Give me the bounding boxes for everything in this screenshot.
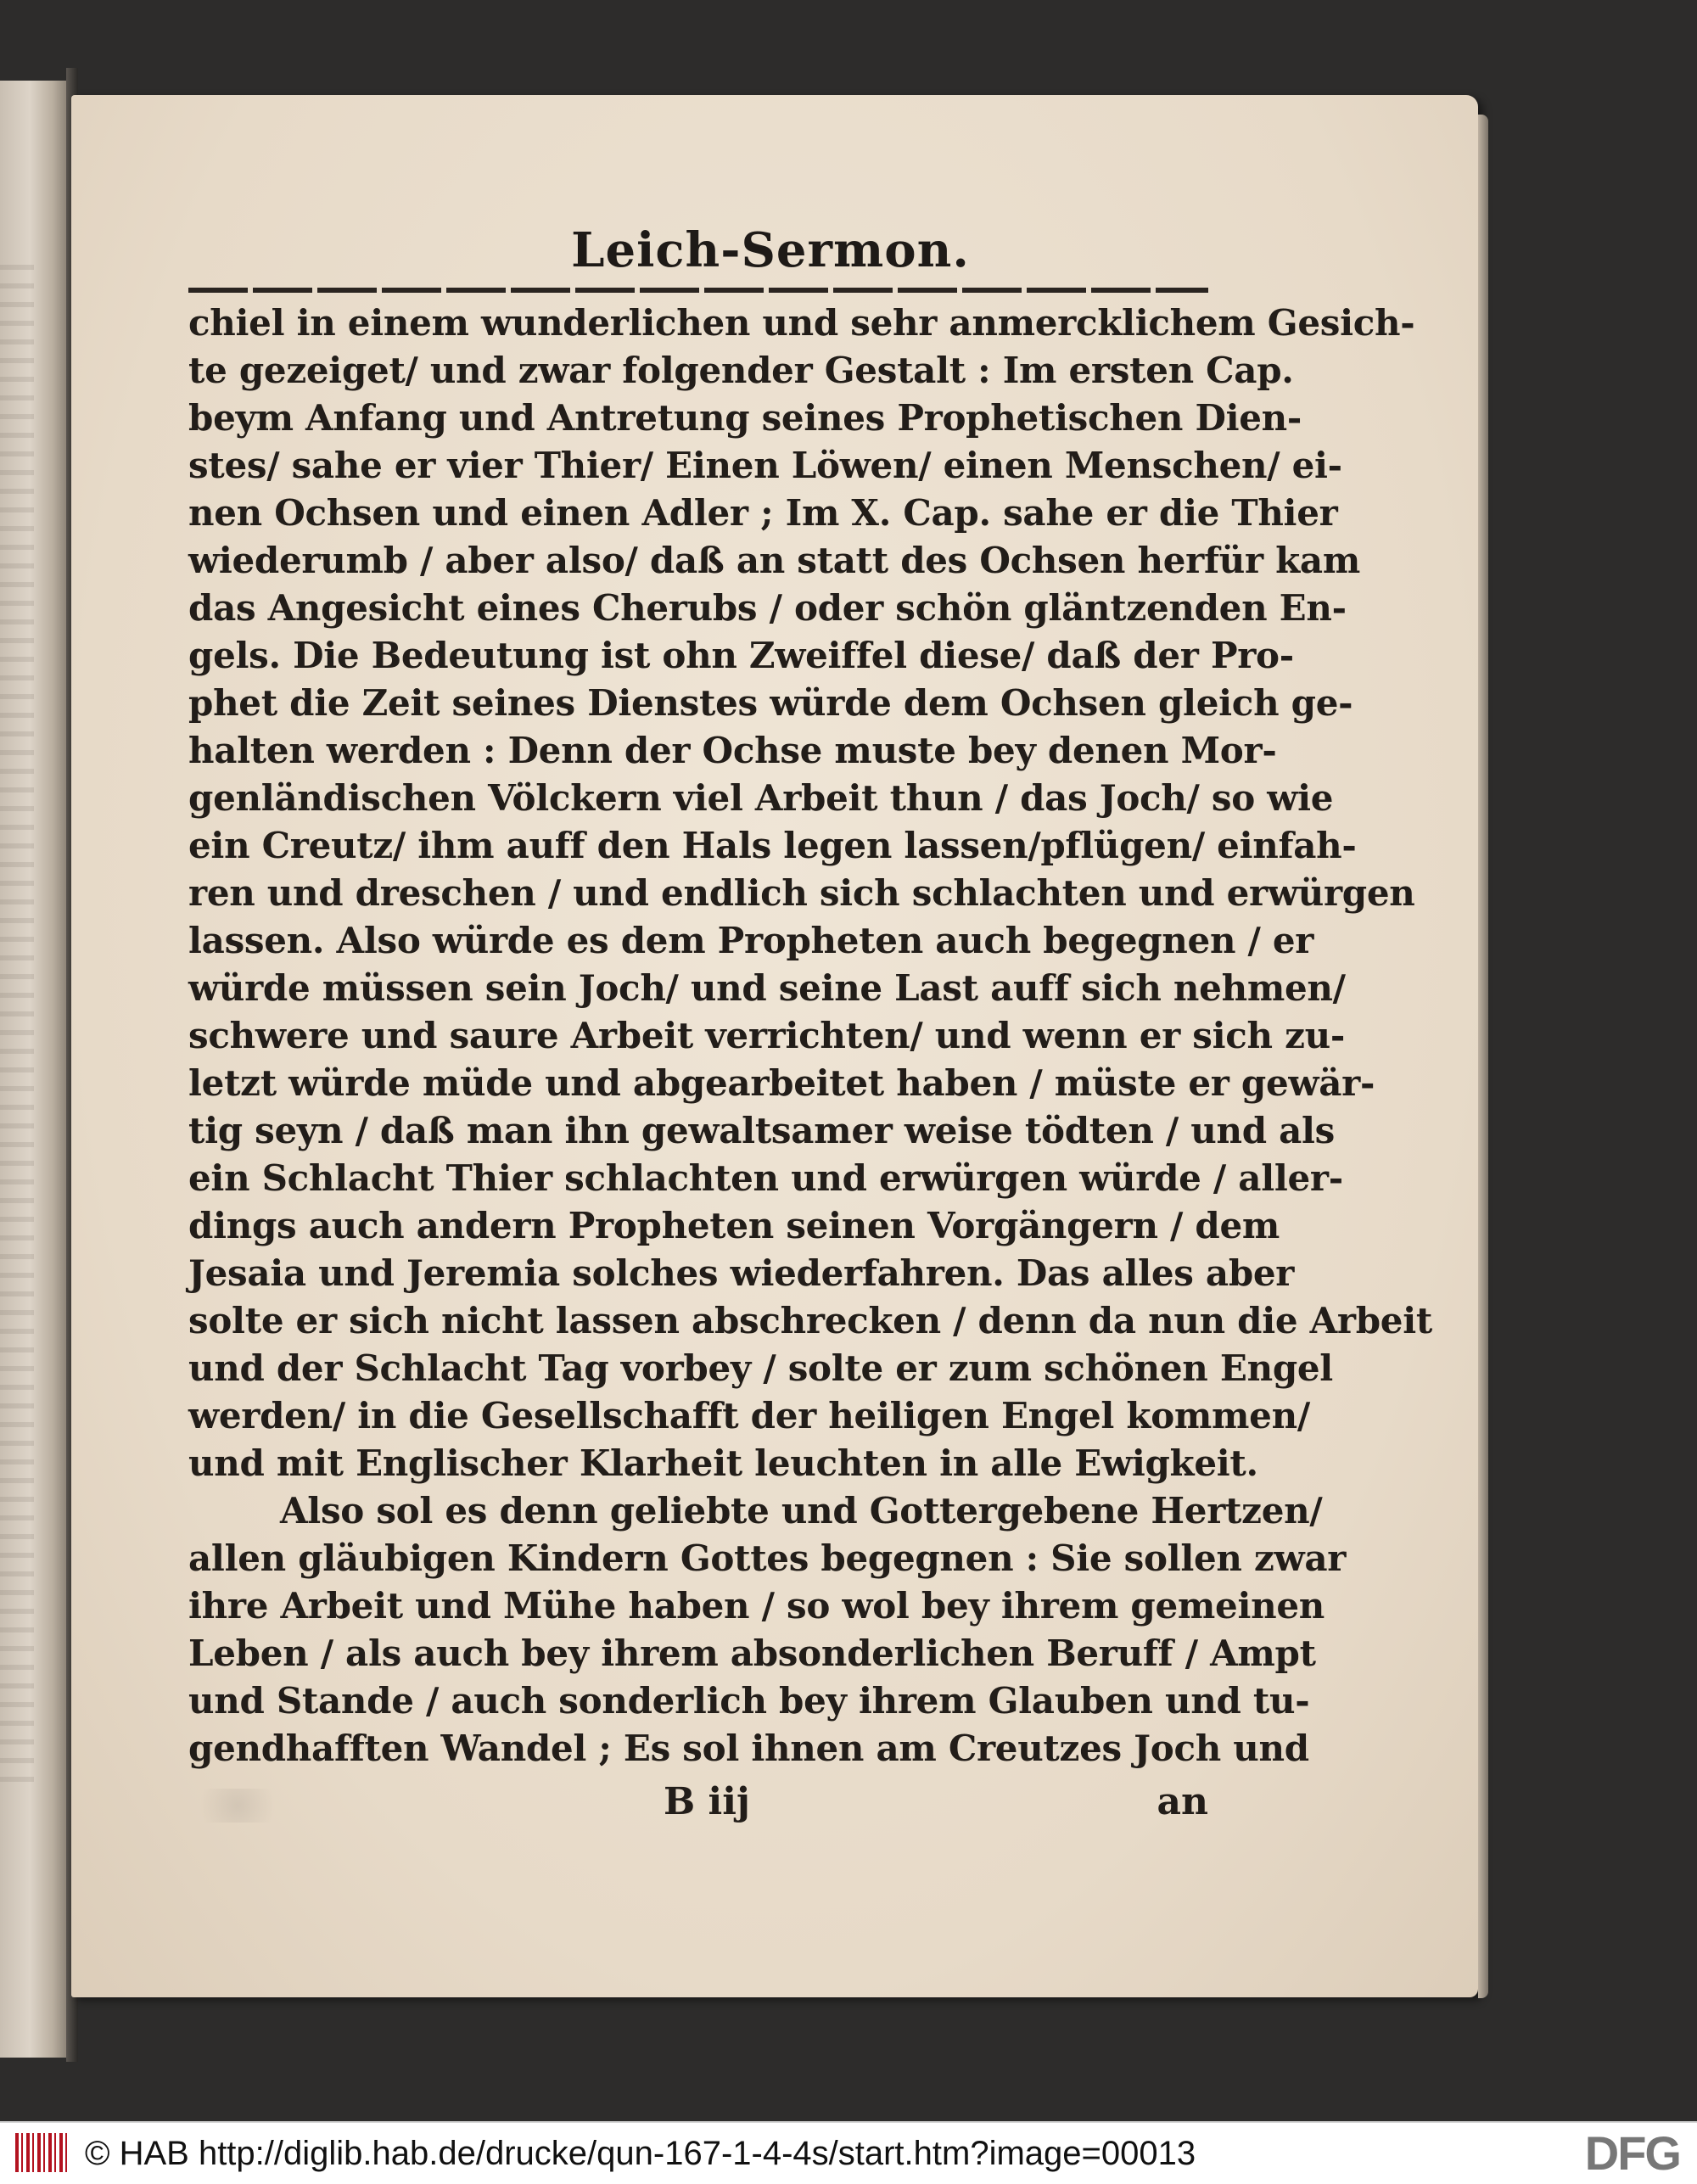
copyright-link[interactable]: © HAB http://diglib.hab.de/drucke/qun-167-1-4-4s/start.htm?image=00013 [85, 2135, 1196, 2172]
text-line: phet die Zeit seines Dienstes würde dem Ochsen gleich ge- [188, 682, 1353, 724]
text-line: ren und dreschen / und endlich sich schlachten und erwürgen [188, 872, 1415, 914]
signature-mark: B iij [664, 1780, 750, 1823]
viewer-footer-bar [0, 2121, 1697, 2184]
text-line: ihre Arbeit und Mühe haben / so wol bey ihrem gemeinen [188, 1585, 1325, 1627]
text-line: nen Ochsen und einen Adler ; Im X. Cap. sahe er die Thier [188, 492, 1338, 534]
running-head: Leich-Sermon. [571, 222, 970, 278]
text-line: genländischen Völckern viel Arbeit thun / das Joch/ so wie [188, 777, 1334, 819]
text-line: und der Schlacht Tag vorbey / solte er zum schönen Engel [188, 1347, 1333, 1389]
text-line: stes/ sahe er vier Thier/ Einen Löwen/ einen Menschen/ ei- [188, 445, 1342, 486]
text-line: tig seyn / daß man ihn gewaltsamer weise tödten / und als [188, 1110, 1336, 1151]
text-line: werden/ in die Gesellschafft der heiligen Engel kommen/ [188, 1395, 1310, 1436]
text-line: Jesaia und Jeremia solches wiederfahren. Das alles aber [188, 1252, 1295, 1294]
text-line: Leben / als auch bey ihrem absonderlichen Beruff / Ampt [188, 1632, 1316, 1674]
text-line: ein Schlacht Thier schlachten und erwürgen würde / aller- [188, 1157, 1343, 1199]
text-line: gels. Die Bedeutung ist ohn Zweiffel diese/ daß der Pro- [188, 635, 1294, 676]
paragraph-first-line: Also sol es denn geliebte und Gottergebene Hertzen/ [280, 1490, 1323, 1532]
page-footer [188, 1780, 1208, 1831]
text-line: wiederumb / aber also/ daß an statt des Ochsen herfür kam [188, 540, 1360, 581]
text-line: das Angesicht eines Cherubs / oder schön gläntzenden En- [188, 587, 1347, 629]
text-line: würde müssen sein Joch/ und seine Last auff sich nehmen/ [188, 967, 1346, 1009]
facing-page-text-bleed [0, 255, 34, 1782]
text-line: ein Creutz/ ihm auff den Hals legen lassen/pflügen/ einfah- [188, 825, 1357, 866]
body-text [188, 300, 1432, 1772]
text-line: chiel in einem wunderlichen und sehr anmercklichem Gesich- [188, 302, 1415, 344]
dfg-logo: DFG [1584, 2126, 1680, 2180]
barcode-icon [15, 2133, 68, 2172]
text-line: schwere und saure Arbeit verrichten/ und wenn er sich zu- [188, 1015, 1346, 1056]
catchword: an [1157, 1780, 1208, 1823]
text-line: halten werden : Denn der Ochse muste bey denen Mor- [188, 730, 1277, 771]
header-rule [188, 288, 1208, 293]
text-line: beym Anfang und Antretung seines Prophetischen Dien- [188, 397, 1302, 439]
text-line: gendhafften Wandel ; Es sol ihnen am Creutzes Joch und [188, 1728, 1309, 1769]
text-line: dings auch andern Propheten seinen Vorgängern / dem [188, 1205, 1280, 1246]
text-line: allen gläubigen Kindern Gottes begegnen : Sie sollen zwar [188, 1537, 1347, 1579]
page-stack-edge [1478, 115, 1488, 1998]
text-line: te gezeiget/ und zwar folgender Gestalt : Im ersten Cap. [188, 350, 1294, 391]
text-line: und Stande / auch sonderlich bey ihrem Glauben und tu- [188, 1680, 1310, 1722]
text-line: und mit Englischer Klarheit leuchten in alle Ewigkeit. [188, 1442, 1258, 1484]
text-line: solte er sich nicht lassen abschrecken / denn da nun die Arbeit [188, 1300, 1432, 1341]
text-line: letzt würde müde und abgearbeitet haben / müste er gewär- [188, 1062, 1375, 1104]
text-line: lassen. Also würde es dem Propheten auch begegnen / er [188, 920, 1314, 961]
